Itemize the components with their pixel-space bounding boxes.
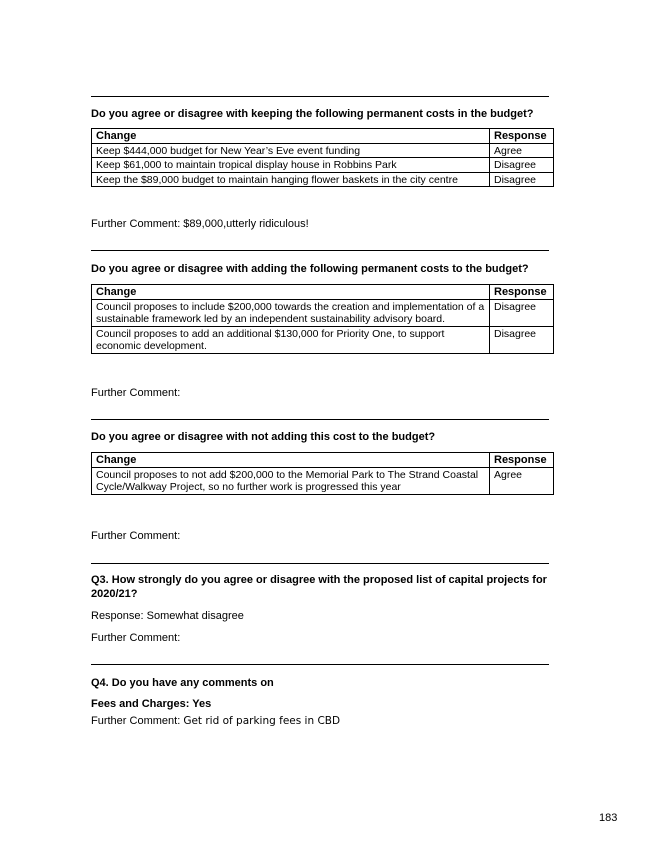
table-header-row	[92, 129, 554, 144]
change-cell: Council proposes to not add $200,000 to the Memorial Park to The Strand Coastal Cycle/Walkway Project, so no further work is progressed this year	[92, 467, 490, 494]
header-change: Change	[92, 285, 490, 300]
response-cell: Disagree	[490, 299, 554, 326]
change-cell: Keep the $89,000 budget to maintain hanging flower baskets in the city centre	[92, 172, 490, 187]
change-cell: Keep $61,000 to maintain tropical display house in Robbins Park	[92, 158, 490, 173]
change-cell: Council proposes to add an additional $130,000 for Priority One, to support economic development.	[92, 326, 490, 353]
table-header-row	[92, 285, 554, 300]
response-cell: Agree	[490, 467, 554, 494]
q4-question: Q4. Do you have any comments on	[91, 677, 274, 689]
section-divider	[91, 563, 549, 564]
table-row	[92, 172, 554, 187]
table-row	[92, 326, 554, 353]
section1-table	[91, 128, 554, 187]
change-cell: Keep $444,000 budget for New Year’s Eve event funding	[92, 143, 490, 158]
header-response: Response	[490, 129, 554, 144]
change-cell: Council proposes to include $200,000 towards the creation and implementation of a sustainable framework led by an independent sustainability advisory board.	[92, 299, 490, 326]
table-header-row	[92, 453, 554, 468]
q3-response: Response: Somewhat disagree	[91, 610, 244, 622]
section-divider	[91, 419, 549, 420]
further-comment-value: Get rid of parking fees in CBD	[183, 715, 341, 727]
section3-further-comment: Further Comment:	[91, 530, 181, 542]
response-cell: Agree	[490, 143, 554, 158]
section-divider	[91, 664, 549, 665]
table-row	[92, 467, 554, 494]
section2-further-comment: Further Comment:	[91, 387, 181, 399]
response-cell: Disagree	[490, 326, 554, 353]
header-response: Response	[490, 453, 554, 468]
section3-question: Do you agree or disagree with not adding this cost to the budget?	[91, 431, 436, 443]
header-change: Change	[92, 453, 490, 468]
page-number: 183	[599, 812, 618, 824]
q4-fees-and-charges: Fees and Charges: Yes	[91, 698, 212, 710]
section1-question: Do you agree or disagree with keeping the following permanent costs in the budget?	[91, 108, 534, 120]
header-change: Change	[92, 129, 490, 144]
table-row	[92, 143, 554, 158]
q3-further-comment: Further Comment:	[91, 632, 181, 644]
further-comment-label: Further Comment:	[91, 715, 181, 727]
response-cell: Disagree	[490, 158, 554, 173]
section2-table	[91, 284, 554, 354]
section3-table	[91, 452, 554, 495]
table-row	[92, 158, 554, 173]
section-divider	[91, 250, 549, 251]
q4-further-comment	[91, 714, 340, 728]
table-row	[92, 299, 554, 326]
section2-question: Do you agree or disagree with adding the following permanent costs to the budget?	[91, 263, 529, 275]
response-cell: Disagree	[490, 172, 554, 187]
section-divider	[91, 96, 549, 97]
q3-question: Q3. How strongly do you agree or disagree with the proposed list of capital projects for 2020/21?	[91, 574, 547, 600]
section1-further-comment: Further Comment: $89,000,utterly ridiculous!	[91, 218, 309, 230]
header-response: Response	[490, 285, 554, 300]
